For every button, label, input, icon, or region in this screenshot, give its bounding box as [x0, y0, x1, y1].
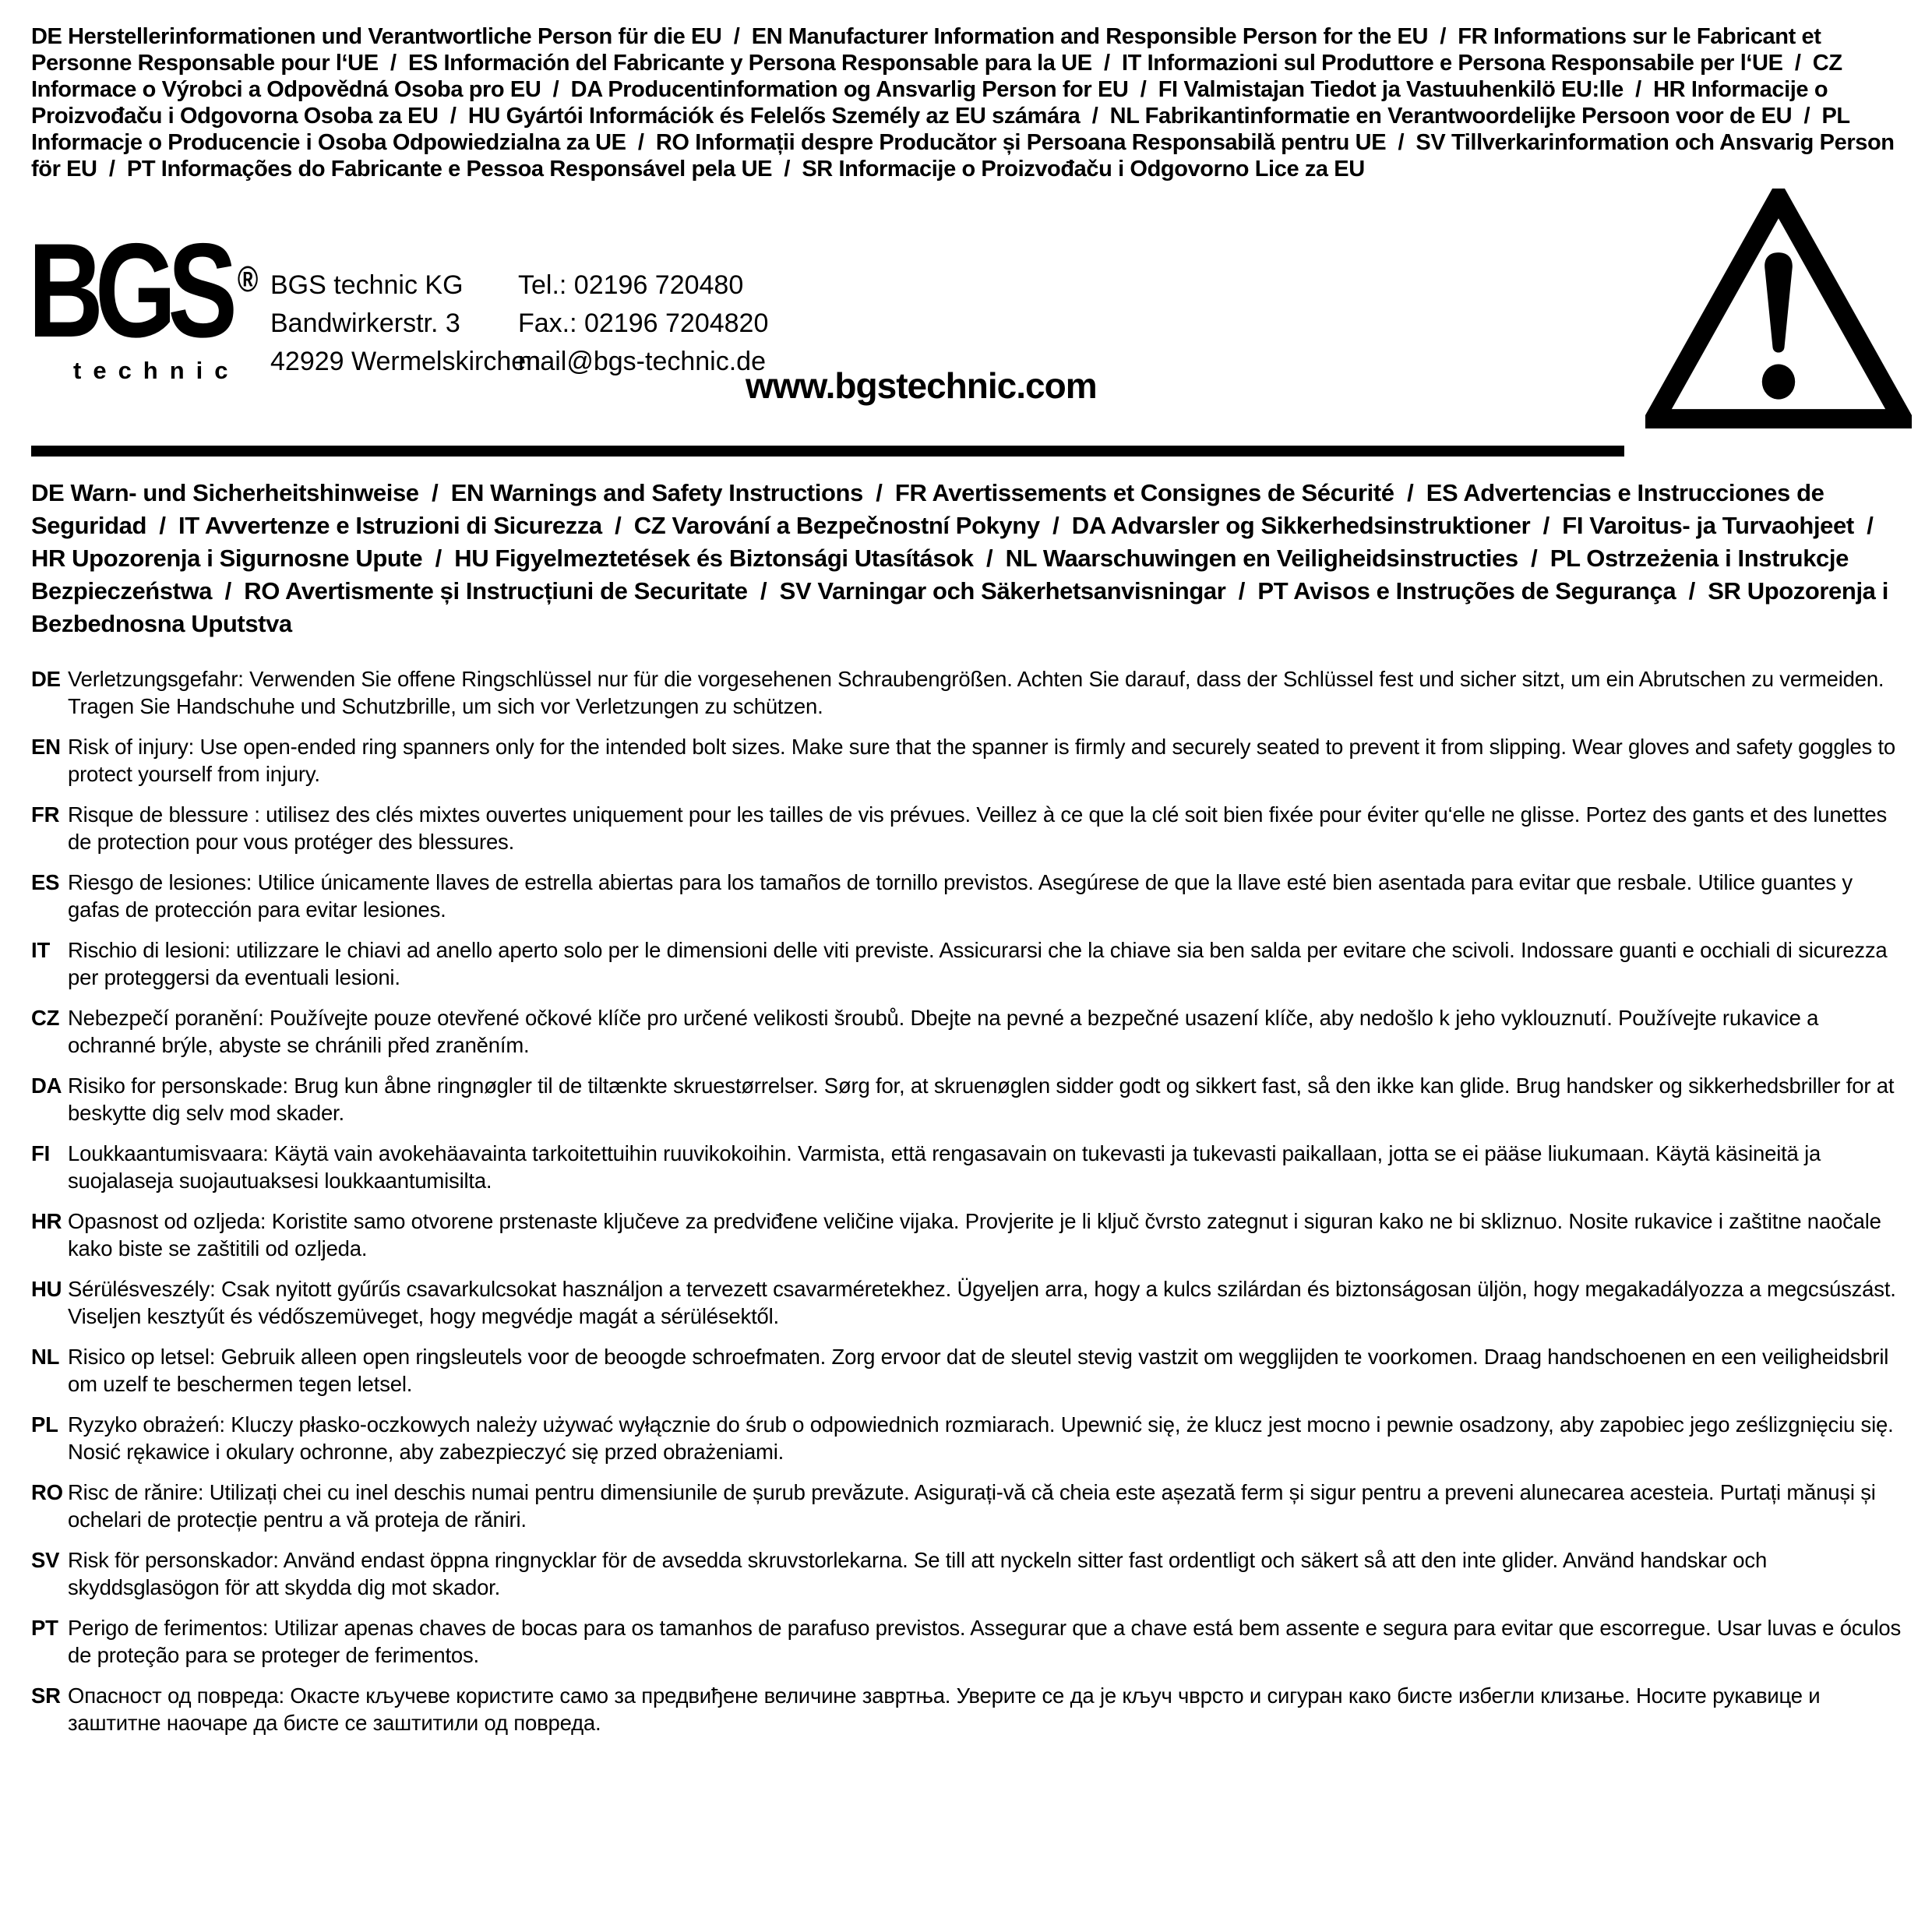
- company-website: www.bgstechnic.com: [746, 365, 1097, 406]
- warning-language-code: FI: [31, 1141, 51, 1165]
- company-city: 42929 Wermelskirchen: [270, 347, 541, 376]
- warnings-heading: DE Warn- und Sicherheitshinweise / EN Warnings and Safety Instructions / FR Avertissements et Consignes de Sécurité / ES Advertencias e Instrucciones de Seguridad / IT Avvertenze e Istruzioni di Sicurezza / CZ Varování a Bezpečnostní Pokyny / DA Advarsler og Sikkerhedsinstruktioner / FI Varoitus- ja Turvaohjeet / HR Upozorenja i Sigurnosne Upute / HU Figyelmeztetések és Biztonsági Utasítások / NL Waarschuwingen en Veiligheidsinstructies / PL Ostrzeżenia i Instrukcje Bezpieczeństwa / RO Avertismente și Instrucțiuni de Securitate / SV Varningar och Säkerhetsanvisningar / PT Avisos e Instruções de Segurança / SR Upozorenja i Bezbednosna Uputstva: [31, 479, 1895, 637]
- company-street: Bandwirkerstr. 3: [270, 308, 460, 338]
- warning-row: [31, 801, 1901, 855]
- warning-text: Opasnost od ozljeda: Koristite samo otvorene prstenaste ključeve za predviđene veličine vijaka. Provjerite je li ključ čvrsto zategnut i siguran kako ne bi skliznuo. Nosite rukavice i zaštitne naočale kako biste se zaštitili od ozljeda.: [68, 1209, 1881, 1260]
- warning-text: Risk of injury: Use open-ended ring spanners only for the intended bolt sizes. Make sure that the spanner is firmly and securely seated to prevent it from slipping. Wear gloves and safety goggles to protect yourself from injury.: [68, 735, 1896, 786]
- warning-language-code: CZ: [31, 1006, 60, 1030]
- company-email: mail@bgs-technic.de: [518, 347, 766, 376]
- warning-text: Risiko for personskade: Brug kun åbne ringnøgler til de tiltænkte skruestørrelser. Sørg for, at skruenøglen sidder godt og sikkert fast, så den ikke kan glide. Brug handsker og sikkerhedsbriller for at beskytte dig selv mod skader.: [68, 1074, 1895, 1125]
- warnings-list: [31, 665, 1901, 1736]
- warning-language-code: DA: [31, 1074, 62, 1098]
- warning-text: Опасност од повреда: Окасте кључеве користите само за предвиђене величине завртња. Уверите се да је кључ чврсто и сигуран како бисте избегли клизање. Носите рукавице и заштитне наочаре да бисте се заштитили од повреда.: [68, 1683, 1821, 1735]
- company-header-row: [28, 216, 1901, 433]
- warning-language-code: FR: [31, 802, 60, 827]
- warning-language-code: SR: [31, 1683, 61, 1708]
- warning-text: Risk för personskador: Använd endast öppna ringnycklar för de avsedda skruvstorlekarna. Se till att nyckeln sitter fast ordentligt och säkert så att den inte glider. Använd handskar och skyddsglasögon för att skydda dig mot skador.: [68, 1548, 1768, 1599]
- company-name: BGS technic KG: [270, 270, 464, 300]
- manufacturer-info-heading: DE Herstellerinformationen und Verantwortliche Person für die EU / EN Manufacturer Information and Responsible Person for the EU / FR Informations sur le Fabricant et Personne Responsable pour l‘UE / ES Información del Fabricante y Persona Responsable para la UE / IT Informazioni sul Produttore e Persona Responsabile per l‘UE / CZ Informace o Výrobci a Odpovědná Osoba pro EU / DA Producentinformation og Ansvarlig Person for EU / FI Valmistajan Tiedot ja Vastuuhenkilö EU:lle / HR Informacije o Proizvođaču i Odgovorna Osoba za EU / HU Gyártói Információk és Felelős Személy az EU számára / NL Fabrikantinformatie en Verantwoordelijke Persoon voor de EU / PL Informacje o Producencie i Osoba Odpowiedzialna za UE / RO Informații despre Producător și Persoana Responsabilă pentru UE / SV Tillverkarinformation och Ansvarig Person för EU / PT Informações do Fabricante e Pessoa Responsável pela UE / SR Informacije o Proizvođaču i Odgovorno Lice za EU: [31, 24, 1901, 182]
- warning-row: [31, 1208, 1901, 1262]
- warning-text: Risc de rănire: Utilizați chei cu inel deschis numai pentru dimensiunile de șurub prevăzute. Asigurați-vă că cheia este așezată ferm și sigur pentru a preveni alunecarea acesteia. Purtați mănuși și ochelari de protecție pentru a vă proteja de răniri.: [68, 1480, 1876, 1532]
- horizontal-divider: [31, 446, 1624, 457]
- warning-row: [31, 1614, 1901, 1669]
- warning-language-code: NL: [31, 1345, 60, 1369]
- registered-trademark-icon: ®: [237, 258, 259, 299]
- warning-row: [31, 1275, 1901, 1330]
- warning-row: [31, 1682, 1901, 1736]
- warning-language-code: HR: [31, 1209, 62, 1233]
- bgs-logo-subtext: technic: [73, 357, 240, 385]
- warning-text: Rischio di lesioni: utilizzare le chiavi ad anello aperto solo per le dimensioni delle viti previste. Assicurarsi che la chiave sia ben salda per evitare che scivoli. Indossare guanti e occhiali di sicurezza per proteggersi da eventuali lesioni.: [68, 938, 1888, 989]
- warning-language-code: HU: [31, 1277, 62, 1301]
- warning-language-code: EN: [31, 735, 61, 759]
- warning-row: [31, 1343, 1901, 1398]
- warning-text: Riesgo de lesiones: Utilice únicamente llaves de estrella abiertas para los tamaños de tornillo previstos. Asegúrese de que la llave esté bien asentada para evitar que resbale. Utilice guantes y gafas de protección para evitar lesiones.: [68, 870, 1853, 922]
- warning-row: [31, 733, 1901, 788]
- warning-language-code: IT: [31, 938, 51, 962]
- warning-row: [31, 936, 1901, 991]
- warning-row: [31, 869, 1901, 923]
- warning-language-code: RO: [31, 1480, 63, 1504]
- warning-text: Loukkaantumisvaara: Käytä vain avokehäavainta tarkoitettuihin ruuvikokoihin. Varmista, että rengasavain on tukevasti ja tukevasti paikallaan, jotta se ei pääse liukumaan. Käytä käsineitä ja suojalaseja suojautuaksesi loukkaantumisilta.: [68, 1141, 1821, 1193]
- warning-language-code: DE: [31, 667, 61, 691]
- warning-text: Perigo de ferimentos: Utilizar apenas chaves de bocas para os tamanhos de parafuso previstos. Assegurar que a chave está bem assente e segura para evitar que escorregue. Usar luvas e óculos de proteção para se proteger de ferimentos.: [68, 1616, 1901, 1667]
- company-phone-block: [518, 266, 768, 381]
- company-address-block: [270, 266, 541, 381]
- warning-text: Ryzyko obrażeń: Kluczy płasko-oczkowych należy używać wyłącznie do śrub o odpowiednich rozmiarach. Upewnić się, że klucz jest mocno i pewnie osadzony, aby zapobiec jego ześlizgnięciu się. Nosić rękawice i okulary ochronne, aby zabezpieczyć się przed obrażeniami.: [68, 1412, 1894, 1464]
- warning-text: Verletzungsgefahr: Verwenden Sie offene Ringschlüssel nur für die vorgesehenen Schraubengrößen. Achten Sie darauf, dass der Schlüssel fest und sicher sitzt, um ein Abrutschen zu vermeiden. Tragen Sie Handschuhe und Schutzbrille, um sich vor Verletzungen zu schützen.: [68, 667, 1884, 718]
- warning-row: [31, 1004, 1901, 1059]
- warning-row: [31, 1479, 1901, 1533]
- warning-row: [31, 1140, 1901, 1194]
- warning-row: [31, 665, 1901, 720]
- warning-language-code: PL: [31, 1412, 58, 1437]
- warning-row: [31, 1072, 1901, 1126]
- warning-language-code: PT: [31, 1616, 58, 1640]
- warning-text: Sérülésveszély: Csak nyitott gyűrűs csavarkulcsokat használjon a tervezett csavarméretekhez. Ügyeljen arra, hogy a kulcs szilárdan és biztonságosan üljön, hogy megakadályozza a megcsúszást. Viseljen kesztyűt és védőszemüveget, hogy megvédje magát a sérülésektől.: [68, 1277, 1896, 1328]
- company-fax: Fax.: 02196 7204820: [518, 308, 769, 338]
- warning-row: [31, 1546, 1901, 1601]
- warning-text: Nebezpečí poranění: Používejte pouze otevřené očkové klíče pro určené velikosti šroubů. Dbejte na pevné a bezpečné usazení klíče, aby nedošlo k jeho vyklouznutí. Používejte rukavice a ochranné brýle, abyste se chránili před zraněním.: [68, 1006, 1819, 1057]
- warning-row: [31, 1411, 1901, 1465]
- warning-text: Risque de blessure : utilisez des clés mixtes ouvertes uniquement pour les tailles de vis prévues. Veillez à ce que la clé soit bien fixée pour éviter qu‘elle ne glisse. Portez des gants et des lunettes de protection pour vous protéger des blessures.: [68, 802, 1888, 854]
- warning-language-code: SV: [31, 1548, 60, 1572]
- bgs-logo-text: BGS: [28, 216, 229, 365]
- warning-triangle-icon: [1645, 189, 1912, 432]
- warning-language-code: ES: [31, 870, 60, 894]
- warning-text: Risico op letsel: Gebruik alleen open ringsleutels voor de beoogde schroefmaten. Zorg ervoor dat de sleutel stevig vastzit om wegglijden te voorkomen. Draag handschoenen en een veiligheidsbril om uzelf te beschermen tegen letsel.: [68, 1345, 1889, 1396]
- bgs-logo-wordmark: [28, 216, 259, 365]
- company-tel: Tel.: 02196 720480: [518, 270, 744, 300]
